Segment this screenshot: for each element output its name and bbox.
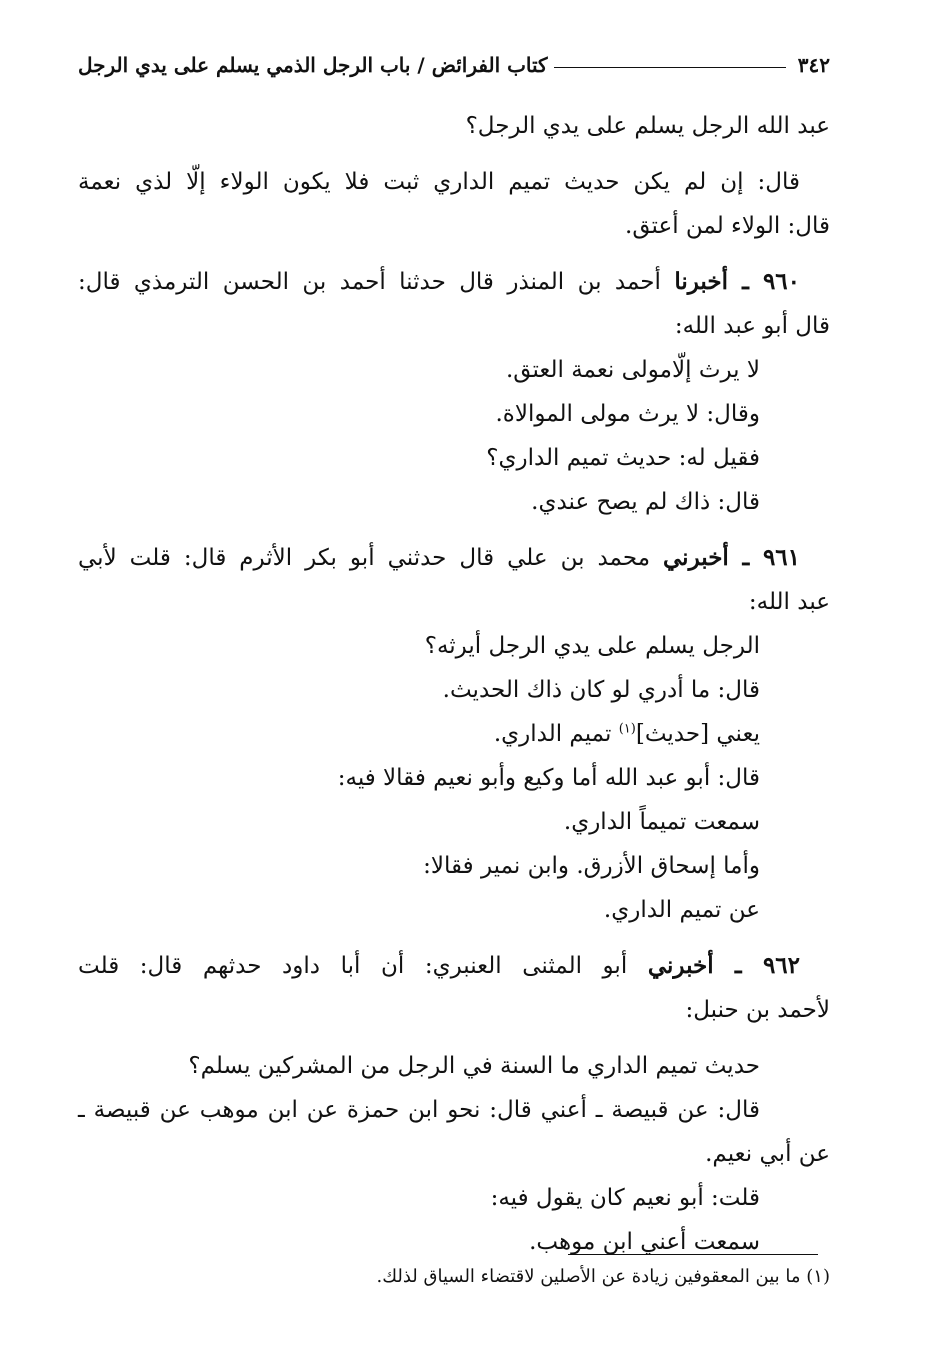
text-line: عن تميم الداري. xyxy=(603,897,760,923)
hadith-number: ٩٦١ ـ أخبرني xyxy=(663,544,800,571)
text-line: قال: ذاك لم يصح عندي. xyxy=(531,489,760,515)
hadith-number: ٩٦٢ ـ أخبرني xyxy=(647,952,800,979)
running-header xyxy=(78,50,830,80)
text-line: قال: أبو عبد الله أما وكيع وأبو نعيم فقالا فيه: xyxy=(337,765,760,791)
text-line: فقيل له: حديث تميم الداري؟ xyxy=(486,445,760,471)
hadith-960-first-line xyxy=(78,260,830,304)
text-line: سمعت أعني ابن موهب. xyxy=(529,1229,760,1255)
text-line: أحمد بن المنذر قال حدثنا أحمد بن الحسن الترمذي قال: xyxy=(78,269,661,295)
page-body xyxy=(78,104,830,1264)
text-line: عن أبي نعيم. xyxy=(705,1141,830,1167)
footnote-rule xyxy=(568,1254,818,1255)
text-line: محمد بن علي قال حدثني أبو بكر الأثرم قال: قلت لأبي xyxy=(78,545,651,571)
text-line xyxy=(78,712,830,756)
text-line: قال: إن لم يكن حديث تميم الداري ثبت فلا يكون الولاء إلّا لذي نعمة xyxy=(78,169,800,195)
text-line: لأحمد بن حنبل: xyxy=(685,997,830,1023)
header-rule xyxy=(554,67,786,68)
text-line: سمعت تميماً الداري. xyxy=(563,809,760,835)
text-line: قلت: أبو نعيم كان يقول فيه: xyxy=(490,1185,760,1211)
text-line: عبد الله الرجل يسلم على يدي الرجل؟ xyxy=(465,113,830,139)
text-line: قال: عن قبيصة ـ أعني قال: نحو ابن حمزة عن ابن موهب عن قبيصة ـ xyxy=(78,1097,760,1123)
text-line: أبو المثنى العنبري: أن أبا داود حدثهم قال: قلت xyxy=(78,953,628,979)
hadith-961-first-line xyxy=(78,536,830,580)
hadith-number: ٩٦٠ ـ أخبرنا xyxy=(674,268,800,295)
text-line: قال: الولاء لمن أعتق. xyxy=(625,213,830,239)
header-title: كتاب الفرائض / باب الرجل الذمي يسلم على يدي الرجل xyxy=(78,53,548,77)
text-line: عبد الله: xyxy=(748,589,830,615)
page-number: ٣٤٢ xyxy=(797,53,830,77)
text-line: وأما إسحاق الأزرق. وابن نمير فقالا: xyxy=(423,853,760,879)
text-line: لا يرث إلّامولى نعمة العتق. xyxy=(505,357,760,383)
text-fragment: يعني [حديث] xyxy=(635,721,760,747)
footnote: (١) ما بين المعقوفين زيادة عن الأصلين لاقتضاء السياق لذلك. xyxy=(376,1266,830,1287)
text-line: وقال: لا يرث مولى الموالاة. xyxy=(495,401,760,427)
text-line: حديث تميم الداري ما السنة في الرجل من المشركين يسلم؟ xyxy=(188,1053,760,1079)
text-line: قال: ما أدري لو كان ذاك الحديث. xyxy=(442,677,760,703)
text-line: الرجل يسلم على يدي الرجل أيرثه؟ xyxy=(424,633,760,659)
text-fragment: تميم الداري. xyxy=(493,721,619,747)
footnote-marker: (١) xyxy=(618,721,636,737)
text-line: قال أبو عبد الله: xyxy=(674,313,830,339)
hadith-962-first-line xyxy=(78,944,830,988)
